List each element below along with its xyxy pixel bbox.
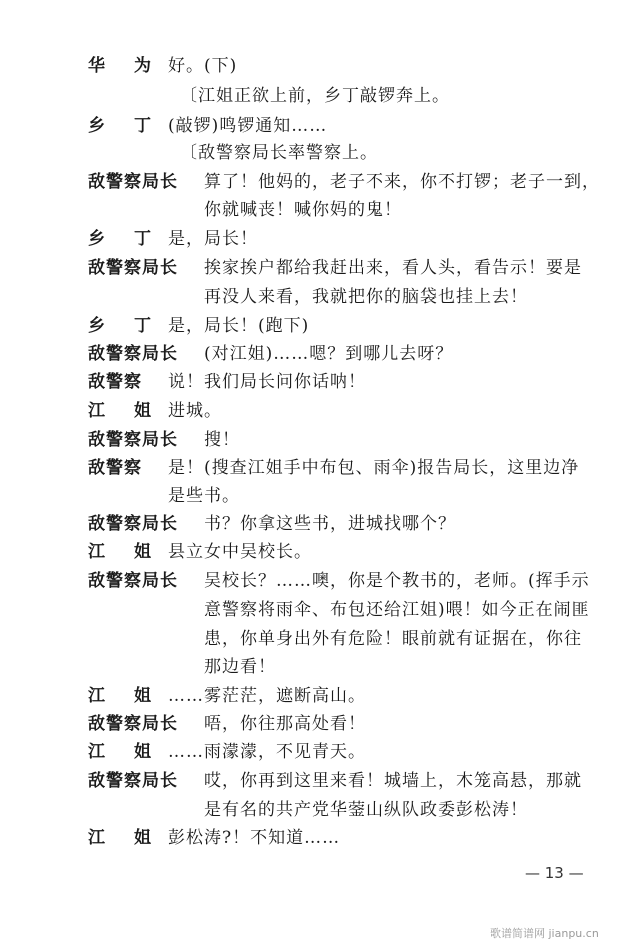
dialogue-continuation: 患，你单身出外有危险！眼前就有证据在，你往 (204, 629, 582, 649)
dialogue-text: (敲锣)鸣锣通知…… (168, 116, 328, 136)
dialogue-text: 说！我们局长问你话呐！ (168, 372, 366, 392)
dialogue-continuation: 意警察将雨伞、布包还给江姐)喂！如今正在闹匪 (204, 600, 590, 620)
speaker-label: 江 姐 (88, 401, 157, 421)
dialogue-text: ……雾茫茫，遮断高山。 (168, 686, 366, 706)
speaker-label: 敌警察局长 (88, 258, 178, 278)
dialogue-continuation: 再没人来看，我就把你的脑袋也挂上去！ (204, 287, 528, 307)
watermark: 歌谱简谱网 jianpu.cn (490, 927, 599, 940)
dialogue-text: (对江姐)……嗯？到哪儿去呀？ (204, 344, 454, 364)
dialogue-text: 是，局长！ (168, 229, 258, 249)
speaker-label: 敌警察 (88, 458, 142, 478)
speaker-label: 乡 丁 (88, 116, 157, 136)
dialogue-continuation: 那边看！ (204, 657, 276, 677)
dialogue-text: 搜！ (204, 430, 240, 450)
speaker-label: 敌警察局长 (88, 172, 178, 192)
speaker-label: 敌警察局长 (88, 571, 178, 591)
speaker-label: 乡 丁 (88, 316, 157, 336)
dialogue-continuation: 是些书。 (168, 486, 240, 506)
dialogue-text: 是！(搜查江姐手中布包、雨伞)报告局长，这里边净 (168, 458, 580, 478)
speaker-label: 敌警察局长 (88, 514, 178, 534)
dialogue-text: 哎，你再到这里来看！城墙上，木笼高悬，那就 (204, 771, 582, 791)
dialogue-text: 进城。 (168, 401, 222, 421)
dialogue-text: ……雨濛濛，不见青天。 (168, 742, 366, 762)
stage-direction: 〔江姐正欲上前，乡丁敲锣奔上。 (180, 86, 450, 106)
speaker-label: 江 姐 (88, 686, 157, 706)
speaker-label: 敌警察局长 (88, 344, 178, 364)
speaker-label: 敌警察局长 (88, 771, 178, 791)
dialogue-text: 县立女中吴校长。 (168, 542, 312, 562)
dialogue-text: 书？你拿这些书，进城找哪个？ (204, 514, 456, 534)
dialogue-text: 挨家挨户都给我赶出来，看人头，看告示！要是 (204, 258, 582, 278)
speaker-label: 乡 丁 (88, 229, 157, 249)
dialogue-continuation: 你就喊丧！喊你妈的鬼！ (204, 200, 402, 220)
dialogue-text: 是，局长！(跑下) (168, 316, 310, 336)
dialogue-text: 算了！他妈的，老子不来，你不打锣；老子一到， (204, 172, 600, 192)
speaker-label: 敌警察 (88, 372, 142, 392)
dialogue-text: 彭松涛?！不知道…… (168, 828, 341, 848)
dialogue-text: 吴校长？……噢，你是个教书的，老师。(挥手示 (204, 571, 590, 591)
speaker-label: 华 为 (88, 56, 157, 76)
speaker-label: 敌警察局长 (88, 714, 178, 734)
stage-direction: 〔敌警察局长率警察上。 (180, 143, 378, 163)
speaker-label: 敌警察局长 (88, 430, 178, 450)
speaker-label: 江 姐 (88, 542, 157, 562)
speaker-label: 江 姐 (88, 828, 157, 848)
dialogue-text: 唔，你往那高处看！ (204, 714, 366, 734)
speaker-label: 江 姐 (88, 742, 157, 762)
dialogue-text: 好。(下) (168, 56, 238, 76)
dialogue-continuation: 是有名的共产党华蓥山纵队政委彭松涛！ (204, 800, 528, 820)
page-number: — 13 — (525, 864, 584, 882)
